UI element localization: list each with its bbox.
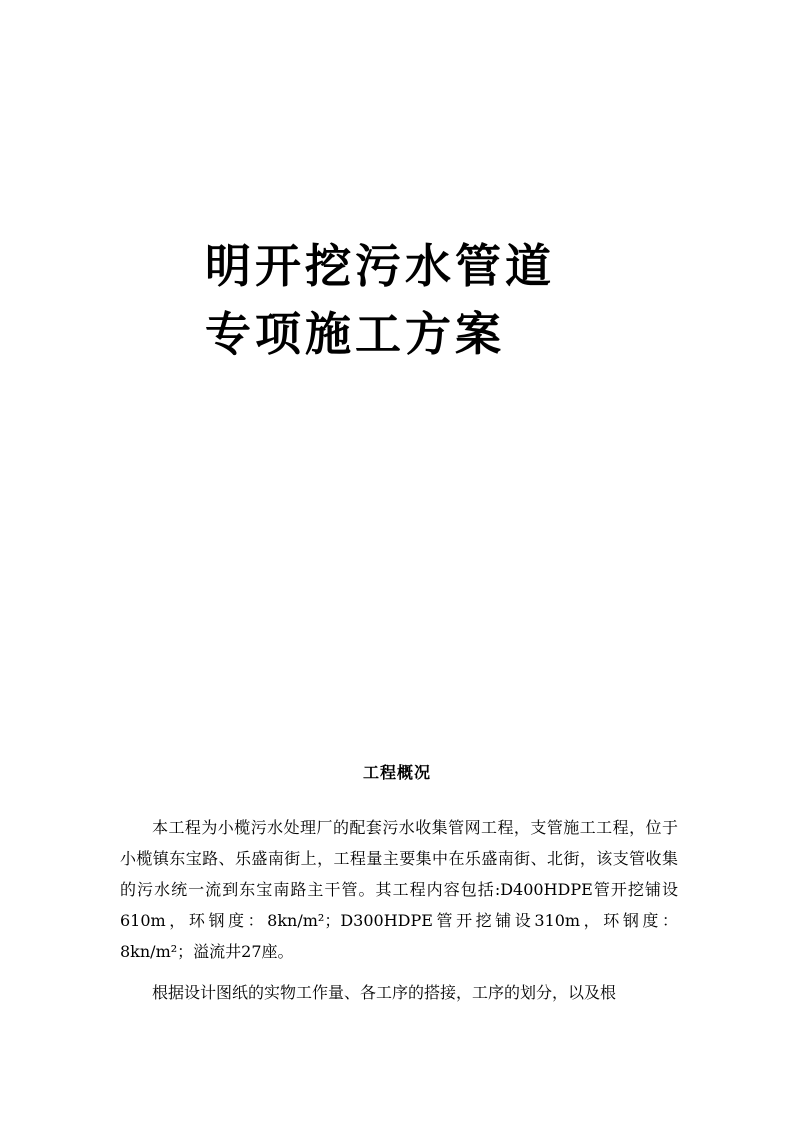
document-title <box>205 232 725 368</box>
body-text <box>120 812 678 1018</box>
title-line-1: 明开挖污水管道 <box>205 239 555 293</box>
section-heading: 工程概况 <box>362 763 431 782</box>
paragraph-basis: 根据设计图纸的实物工作量、各工序的搭接，工序的划分，以及根 <box>152 983 617 1002</box>
paragraph-overview: 本工程为小榄污水处理厂的配套污水收集管网工程，支管施工工程，位于小榄镇东宝路、乐盛南街上，工程量主要集中在乐盛南街、北街，该支管收集的污水统一流到东宝南路主干管。其工程内容包括:D400HDPE管开挖铺设610m，环钢度：8kn/m²；D300HDPE管开挖铺设310m，环钢度：8kn/m²；溢流井27座。 <box>120 818 678 961</box>
title-line-2: 专项施工方案 <box>205 307 505 361</box>
